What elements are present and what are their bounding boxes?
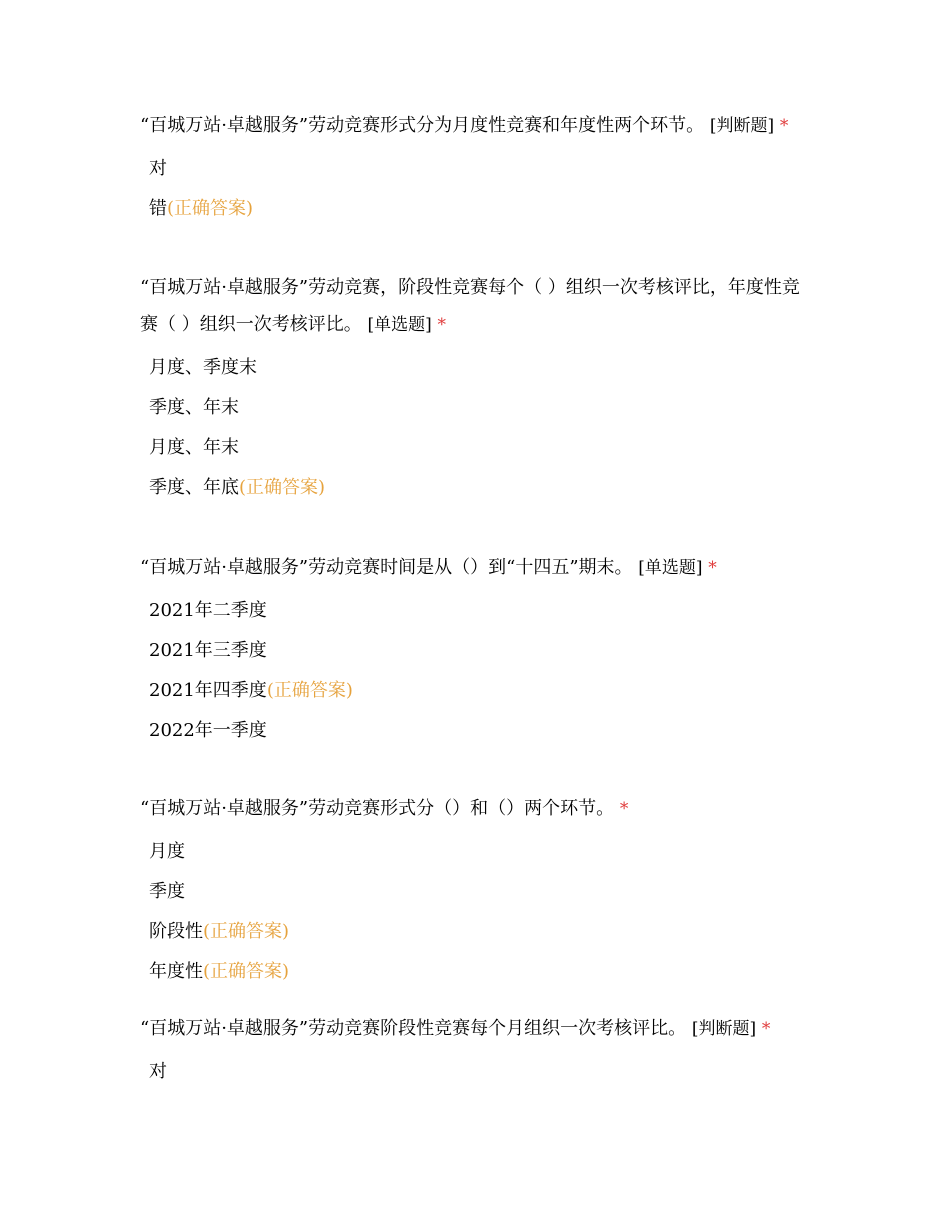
option-item[interactable] xyxy=(149,872,810,912)
correct-answer-tag: (正确答案) xyxy=(203,961,290,982)
option-text: 2021年三季度 xyxy=(149,640,267,661)
question-title xyxy=(140,1010,810,1048)
question-4 xyxy=(140,790,810,992)
option-item[interactable] xyxy=(149,671,810,711)
required-marker: * xyxy=(761,1019,771,1039)
option-item[interactable] xyxy=(149,388,810,428)
question-title xyxy=(140,107,810,145)
question-type: [单选题] xyxy=(367,315,432,335)
options-list xyxy=(140,1052,810,1092)
option-text: 对 xyxy=(149,158,167,179)
option-item[interactable] xyxy=(149,952,810,992)
question-type: [单选题] xyxy=(638,558,703,578)
option-item[interactable] xyxy=(149,149,810,189)
options-list xyxy=(140,348,810,508)
required-marker: * xyxy=(708,558,717,578)
question-text: “百城万站·卓越服务”劳动竞赛时间是从（）到“十四五”期末。 xyxy=(140,557,633,578)
option-text: 阶段性 xyxy=(149,921,203,942)
question-text: “百城万站·卓越服务”劳动竞赛，阶段性竞赛每个（ ）组织一次考核评比，年度性竞赛（ ）组织一次考核评比。 xyxy=(140,277,800,335)
question-title xyxy=(140,549,810,587)
question-5 xyxy=(140,1010,810,1092)
option-item[interactable] xyxy=(149,832,810,872)
option-item[interactable] xyxy=(149,912,810,952)
correct-answer-tag: (正确答案) xyxy=(239,477,326,498)
option-item[interactable] xyxy=(149,468,810,508)
option-text: 2022年一季度 xyxy=(149,720,267,741)
correct-answer-tag: (正确答案) xyxy=(203,921,290,942)
question-type: [判断题] xyxy=(691,1019,757,1039)
required-marker: * xyxy=(619,799,629,819)
option-item[interactable] xyxy=(149,189,810,229)
option-item[interactable] xyxy=(149,711,810,751)
options-list xyxy=(140,591,810,751)
option-text: 年度性 xyxy=(149,961,203,982)
required-marker: * xyxy=(437,315,446,335)
question-text: “百城万站·卓越服务”劳动竞赛形式分为月度性竞赛和年度性两个环节。 xyxy=(140,115,705,136)
option-text: 错 xyxy=(149,198,167,219)
option-item[interactable] xyxy=(149,591,810,631)
option-text: 季度 xyxy=(149,881,185,902)
question-text: “百城万站·卓越服务”劳动竞赛阶段性竞赛每个月组织一次考核评比。 xyxy=(140,1018,687,1039)
question-text: “百城万站·卓越服务”劳动竞赛形式分（）和（）两个环节。 xyxy=(140,798,615,819)
correct-answer-tag: (正确答案) xyxy=(266,680,353,701)
option-text: 2021年二季度 xyxy=(149,600,267,621)
option-text: 月度、年末 xyxy=(149,437,239,458)
question-1 xyxy=(140,107,810,229)
option-item[interactable] xyxy=(149,348,810,388)
option-text: 月度、季度末 xyxy=(149,357,257,378)
option-text: 季度、年末 xyxy=(149,397,239,418)
option-item[interactable] xyxy=(149,631,810,671)
question-type: [判断题] xyxy=(709,116,775,136)
question-3 xyxy=(140,549,810,751)
required-marker: * xyxy=(779,116,789,136)
question-2 xyxy=(140,269,810,508)
option-item[interactable] xyxy=(149,428,810,468)
option-text: 2021年四季度 xyxy=(149,680,267,701)
question-title xyxy=(140,790,810,828)
question-title xyxy=(140,269,810,344)
option-text: 对 xyxy=(149,1061,167,1082)
option-text: 季度、年底 xyxy=(149,477,239,498)
options-list xyxy=(140,832,810,992)
options-list xyxy=(140,149,810,229)
option-text: 月度 xyxy=(149,841,185,862)
correct-answer-tag: (正确答案) xyxy=(167,198,254,219)
option-item[interactable] xyxy=(149,1052,810,1092)
